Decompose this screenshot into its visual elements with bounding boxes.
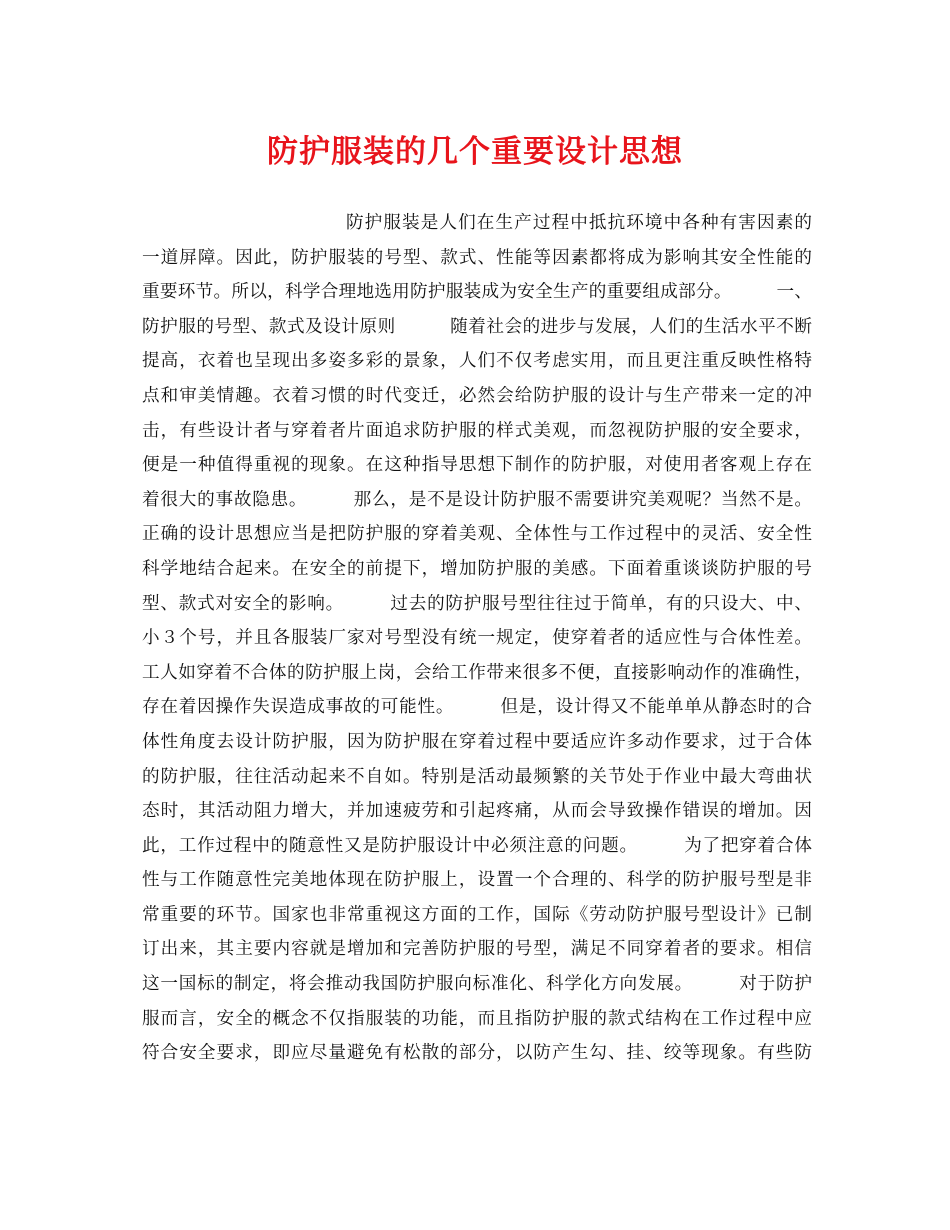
text-line: 提高，衣着也呈现出多姿多彩的景象，人们不仅考虑实用，而且更注重反映性格特 xyxy=(142,351,812,372)
text-line: 性与工作随意性完美地体现在防护服上，设置一个合理的、科学的防护服号型是非 xyxy=(142,870,812,891)
text-line: 防护服的号型、款式及设计原则 随着社会的进步与发展，人们的生活水平不断 xyxy=(142,316,812,337)
text-line: 常重要的环节。国家也非常重视这方面的工作，国际《劳动防护服号型设计》已制 xyxy=(142,904,812,925)
text-line: 工人如穿着不合体的防护服上岗，会给工作带来很多不便，直接影响动作的准确性， xyxy=(142,662,812,683)
text-line: 科学地结合起来。在安全的前提下，增加防护服的美感。下面着重谈谈防护服的号 xyxy=(142,558,812,579)
text-line: 型、款式对安全的影响。 过去的防护服号型往往过于简单，有的只设大、中、 xyxy=(142,593,812,614)
text-line: 防护服装是人们在生产过程中抵抗环境中各种有害因素的 xyxy=(346,213,812,233)
text-line: 此，工作过程中的随意性又是防护服设计中必须注意的问题。 为了把穿着合体 xyxy=(142,835,812,856)
text-line: 小３个号，并且各服装厂家对号型没有统一规定，使穿着者的适应性与合体性差。 xyxy=(142,628,812,649)
text-line: 符合安全要求，即应尽量避免有松散的部分，以防产生勾、挂、绞等现象。有些防 xyxy=(142,1043,812,1064)
text-line: 存在着因操作失误造成事故的可能性。 但是，设计得又不能单单从静态时的合 xyxy=(142,697,812,718)
document-title: 防护服装的几个重要设计思想 xyxy=(267,134,683,170)
text-line: 正确的设计思想应当是把防护服的穿着美观、全体性与工作过程中的灵活、安全性 xyxy=(142,524,812,545)
text-line: 订出来，其主要内容就是增加和完善防护服的号型，满足不同穿着者的要求。相信 xyxy=(142,939,812,960)
text-line: 击，有些设计者与穿着者片面追求防护服的样式美观，而忽视防护服的安全要求， xyxy=(142,420,812,441)
text-line: 服而言，安全的概念不仅指服装的功能，而且指防护服的款式结构在工作过程中应 xyxy=(142,1008,812,1029)
text-line: 这一国标的制定，将会推动我国防护服向标准化、科学化方向发展。 对于防护 xyxy=(142,974,812,995)
body-paragraph xyxy=(142,206,812,1071)
text-line: 点和审美情趣。衣着习惯的时代变迁，必然会给防护服的设计与生产带来一定的冲 xyxy=(142,385,812,406)
text-line: 重要环节。所以，科学合理地选用防护服装成为安全生产的重要组成部分。 一、 xyxy=(142,282,812,303)
text-line: 一道屏障。因此，防护服装的号型、款式、性能等因素都将成为影响其安全性能的 xyxy=(142,247,812,268)
text-line: 便是一种值得重视的现象。在这种指导思想下制作的防护服，对使用者客观上存在 xyxy=(142,455,812,476)
text-line: 体性角度去设计防护服，因为防护服在穿着过程中要适应许多动作要求，过于合体 xyxy=(142,731,812,752)
text-line: 的防护服，往往活动起来不自如。特别是活动最频繁的关节处于作业中最大弯曲状 xyxy=(142,766,812,787)
text-line: 态时，其活动阻力增大，并加速疲劳和引起疼痛，从而会导致操作错误的增加。因 xyxy=(142,801,812,822)
text-line: 着很大的事故隐患。 那么，是不是设计防护服不需要讲究美观呢？当然不是。 xyxy=(142,489,812,510)
